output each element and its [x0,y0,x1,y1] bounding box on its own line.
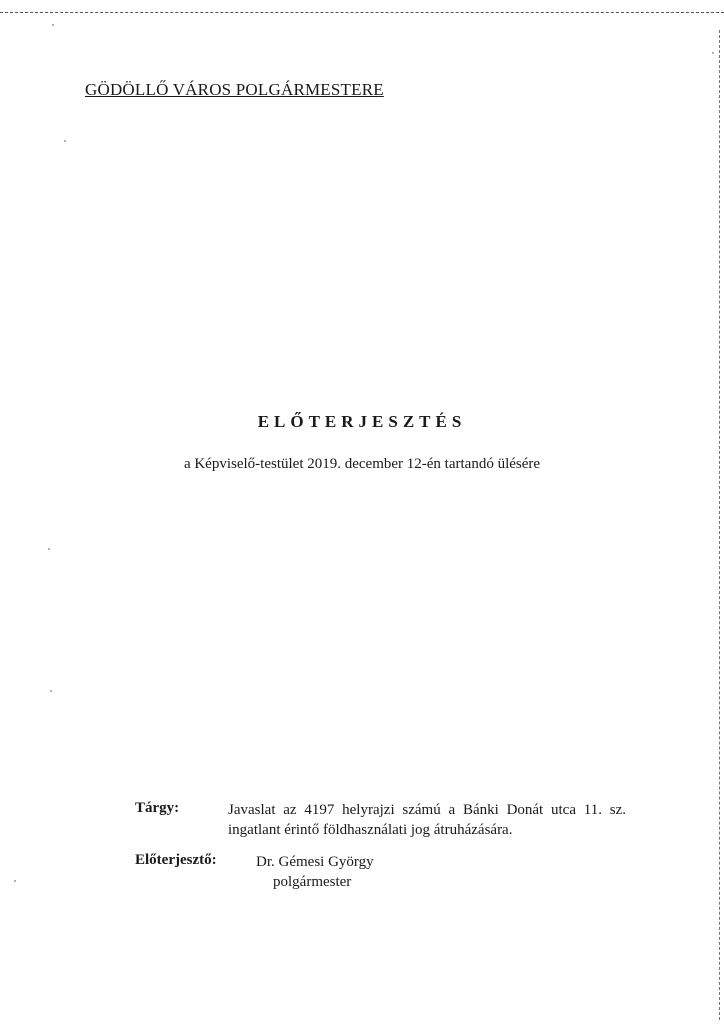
scan-border-right [719,30,720,1020]
document-title: ELŐTERJESZTÉS [257,412,467,431]
subject-line: Javaslat az 4197 helyrajzi számú a Bánki Donát utca 11. sz. [228,802,626,818]
presenter-label: Előterjesztő: [135,852,217,868]
scan-speck [50,690,52,692]
scan-speck [52,24,54,26]
scan-speck [14,880,16,882]
scan-speck [712,52,714,54]
scan-border-top [0,12,724,13]
presenter-role: polgármester [273,874,352,890]
document-subtitle: a Képviselő-testület 2019. december 12-én tartandó ülésére [183,456,541,472]
presenter-name: Dr. Gémesi György [256,854,374,870]
subject-label: Tárgy: [135,800,180,816]
scan-speck [64,140,66,142]
subject-line: ingatlant érintő földhasználati jog átruházására. [228,822,513,838]
subject-text [228,800,626,840]
issuer-heading: GÖDÖLLŐ VÁROS POLGÁRMESTERE [85,80,384,99]
scan-speck [48,548,50,550]
